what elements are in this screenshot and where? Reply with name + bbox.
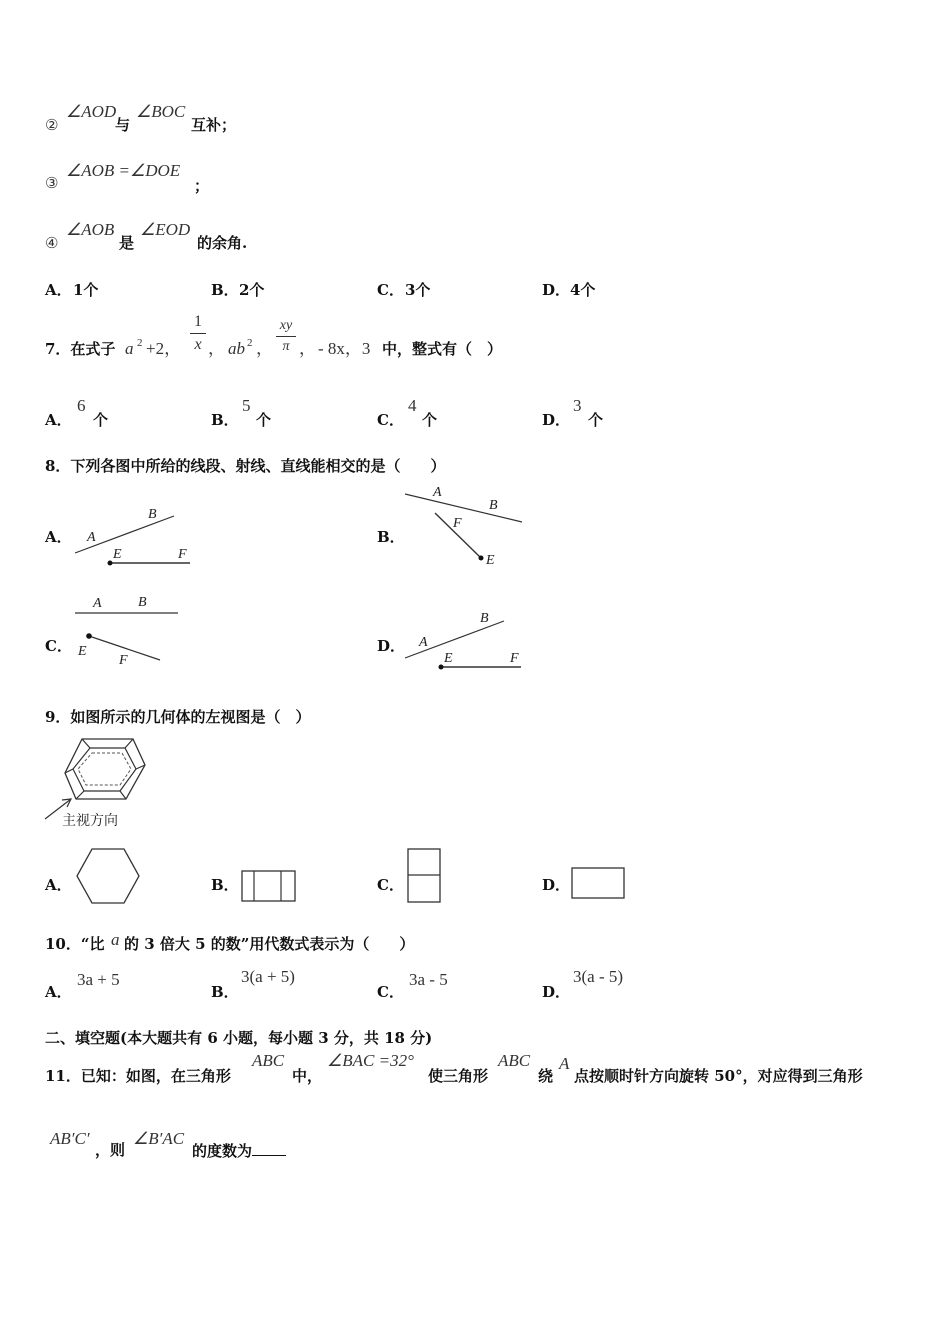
q8c-label-e: E <box>78 644 87 659</box>
statement-2-end: 互补； <box>191 116 237 134</box>
q6-option-a-text[interactable]: 1个 <box>73 281 99 299</box>
q6-option-b-letter[interactable]: B． <box>211 281 239 299</box>
statement-4-end: 的余角. <box>197 234 248 252</box>
q10-option-a-expr[interactable]: 3a + 5 <box>77 970 120 989</box>
q8b-label-a: A <box>433 485 442 500</box>
q7-option-b-letter[interactable]: B． <box>211 411 239 429</box>
q7-option-d-num[interactable]: 3 <box>573 396 582 415</box>
q11-part-6: ，则 <box>95 1141 126 1159</box>
q10-option-d-expr[interactable]: 3(a - 5) <box>573 967 624 986</box>
q8-option-b-letter[interactable]: B． <box>377 528 405 546</box>
statement-2-angle-a: ∠AOD <box>66 102 117 121</box>
q10-option-b-expr[interactable]: 3(a + 5) <box>241 967 295 986</box>
q7-expr1-exp: 2 <box>137 337 143 349</box>
statement-4-mid: 是 <box>119 234 135 252</box>
q7-option-a-num[interactable]: 6 <box>77 396 86 415</box>
q7-fraction-1-den: x <box>194 336 202 353</box>
statement-2-angle-b: ∠BOC <box>136 102 186 121</box>
statement-2-mid: 与 <box>115 116 131 134</box>
q11-triangle-2: ABC <box>498 1051 531 1070</box>
q8-figure-c[interactable] <box>70 590 185 670</box>
statement-3-number: ③ <box>45 174 59 192</box>
q10-option-d-letter[interactable]: D． <box>542 983 571 1001</box>
q8a-label-b: B <box>148 507 157 522</box>
q9-option-b-letter[interactable]: B． <box>211 876 239 894</box>
q6-option-d-letter[interactable]: D． <box>542 281 571 299</box>
q7-option-c-num[interactable]: 4 <box>408 396 417 415</box>
q6-option-c-text[interactable]: 3个 <box>405 281 431 299</box>
q11-triangle-3: AB′C′ <box>50 1129 90 1148</box>
q7-option-d-unit[interactable]: 个 <box>588 411 604 429</box>
q11-angle: ∠BAC =32° <box>327 1051 414 1070</box>
q7-option-a-letter[interactable]: A． <box>45 411 72 429</box>
q7-sep-2: ， <box>256 339 273 358</box>
q9-option-d-rectangle[interactable] <box>569 866 629 902</box>
q10-title-b: 的 3 倍大 5 的数”用代数式表示为（ ） <box>124 935 415 953</box>
q11-triangle-1: ABC <box>252 1051 285 1070</box>
section-2-title: 二、填空题(本大题共有 6 小题，每小题 3 分，共 18 分) <box>45 1029 433 1047</box>
statement-3-expression: ∠AOB =∠DOE <box>66 161 181 180</box>
q8c-label-a: A <box>93 596 102 611</box>
q10-option-c-expr[interactable]: 3a - 5 <box>409 970 448 989</box>
q10-title-a: 10．“比 <box>45 935 105 953</box>
q11-part-3: 使三角形 <box>428 1067 489 1085</box>
q7-sep-3: ， <box>299 339 316 358</box>
q8d-label-b: B <box>480 611 489 626</box>
q7-fraction-1-num: 1 <box>194 313 202 330</box>
q11-answer-blank[interactable] <box>252 1141 286 1156</box>
q11-point: A <box>559 1054 570 1073</box>
q8b-label-b: B <box>489 498 498 513</box>
q8b-label-e: E <box>486 553 495 568</box>
q9-option-b-rectangles[interactable] <box>240 869 298 903</box>
q7-option-c-unit[interactable]: 个 <box>422 411 438 429</box>
q9-option-c-rectangles[interactable] <box>405 847 445 905</box>
q7-expr3: ab <box>228 339 245 358</box>
q7-suffix: 中，整式有（ ） <box>382 340 503 358</box>
q8-figure-d[interactable] <box>400 605 530 675</box>
q8-option-c-letter[interactable]: C． <box>45 637 72 655</box>
q8a-label-e: E <box>113 547 122 562</box>
q9-option-d-letter[interactable]: D． <box>542 876 571 894</box>
q8a-label-a: A <box>87 530 96 545</box>
q10-title-var: a <box>111 930 120 949</box>
q11-part-2: 中， <box>292 1067 323 1085</box>
q11-part-4: 绕 <box>538 1067 554 1085</box>
q8-figure-b[interactable] <box>400 482 530 572</box>
q9-option-a-hexagon[interactable] <box>74 847 144 905</box>
q11-angle-2: ∠B′AC <box>133 1129 185 1148</box>
q7-sep-1: ， <box>208 339 225 358</box>
q7-fraction-2-num: xy <box>279 318 293 333</box>
q8d-label-e: E <box>444 651 453 666</box>
q8c-label-b: B <box>138 595 147 610</box>
q9-title: 9．如图所示的几何体的左视图是（ ） <box>45 708 311 726</box>
q6-option-c-letter[interactable]: C． <box>377 281 404 299</box>
q8d-label-a: A <box>419 635 428 650</box>
q7-prefix: 7．在式子 <box>45 340 116 358</box>
q7-expr1-rest: +2， <box>146 339 182 358</box>
statement-4-number: ④ <box>45 234 59 252</box>
q8a-label-f: F <box>178 547 187 562</box>
q10-option-a-letter[interactable]: A． <box>45 983 72 1001</box>
q10-option-c-letter[interactable]: C． <box>377 983 404 1001</box>
q9-solid-figure <box>40 735 155 800</box>
q8c-label-f: F <box>119 653 128 668</box>
statement-4-angle-a: ∠AOB <box>66 220 115 239</box>
q7-option-d-letter[interactable]: D． <box>542 411 571 429</box>
q7-option-c-letter[interactable]: C． <box>377 411 404 429</box>
q7-fraction-2 <box>276 318 296 355</box>
q7-option-b-num[interactable]: 5 <box>242 396 251 415</box>
q9-option-c-letter[interactable]: C． <box>377 876 404 894</box>
q9-option-a-letter[interactable]: A． <box>45 876 72 894</box>
q8d-label-f: F <box>510 651 519 666</box>
q11-part-7 <box>192 1141 286 1160</box>
q7-fraction-2-den: π <box>282 339 290 354</box>
q8b-label-f: F <box>453 516 462 531</box>
statement-3-end: ； <box>194 177 210 195</box>
q10-option-b-letter[interactable]: B． <box>211 983 239 1001</box>
q7-expr5: - 8x，3 <box>318 339 371 358</box>
q8-title: 8．下列各图中所给的线段、射线、直线能相交的是（ ） <box>45 457 446 475</box>
q11-part-7-text: 的度数为 <box>192 1142 253 1160</box>
q8-figure-a[interactable] <box>70 505 195 570</box>
q6-option-d-text[interactable]: 4个 <box>570 281 596 299</box>
q8-option-a-letter[interactable]: A． <box>45 528 72 546</box>
q8-option-d-letter[interactable]: D． <box>377 637 406 655</box>
q7-fraction-1 <box>190 313 206 354</box>
q9-view-label: 主视方向 <box>62 813 118 829</box>
q6-option-a-letter[interactable]: A． <box>45 281 72 299</box>
q7-expr3-exp: 2 <box>247 337 253 349</box>
q7-expr1-base: a <box>125 339 134 358</box>
q11-part-5: 点按顺时针方向旋转 50°，对应得到三角形 <box>574 1067 863 1085</box>
q7-option-b-unit[interactable]: 个 <box>256 411 272 429</box>
q11-part-1: 11．已知：如图，在三角形 <box>45 1067 231 1085</box>
q6-option-b-text[interactable]: 2个 <box>239 281 265 299</box>
statement-4-angle-b: ∠EOD <box>140 220 191 239</box>
q7-option-a-unit[interactable]: 个 <box>93 411 109 429</box>
statement-2-number: ② <box>45 116 59 134</box>
